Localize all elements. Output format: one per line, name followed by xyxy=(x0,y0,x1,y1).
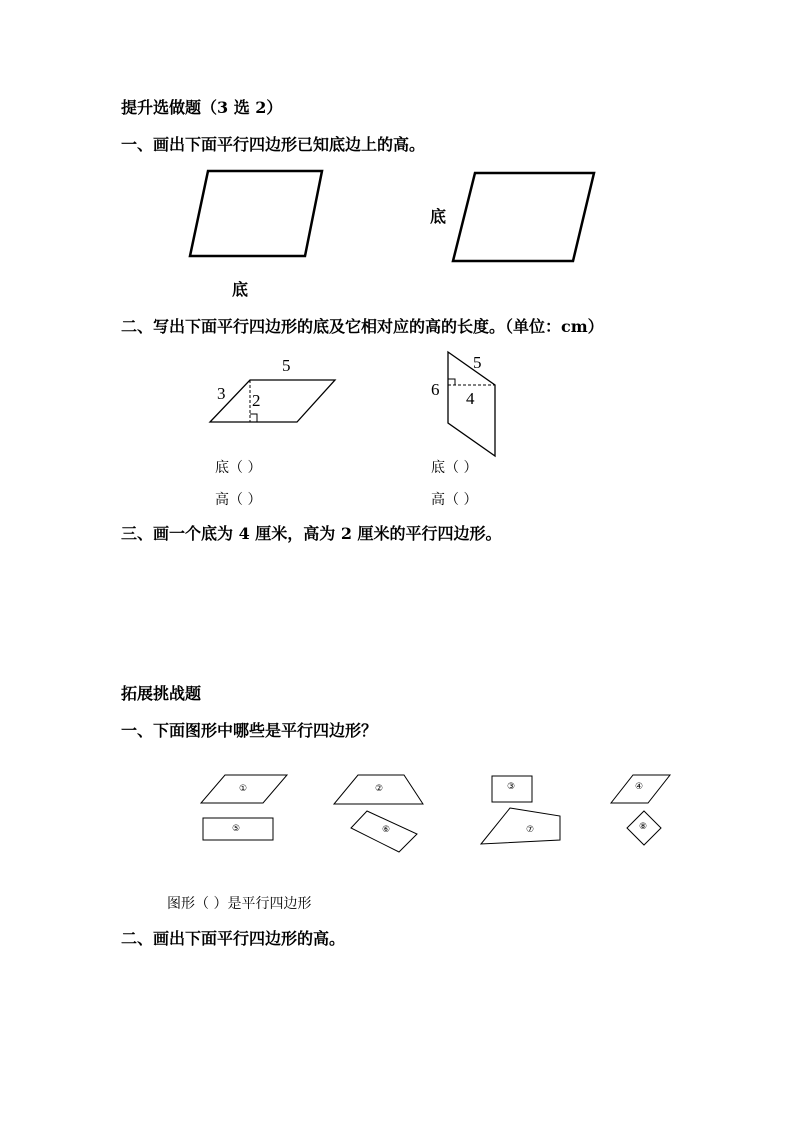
answer-line[interactable]: 图形（ ）是平行四边形 xyxy=(167,896,312,912)
base-label-left: 底 xyxy=(232,280,249,299)
shape-mark-7: ⑦ xyxy=(526,825,535,835)
fig-b-height-length: 4 xyxy=(466,389,475,408)
fig-b-top-length: 5 xyxy=(473,353,482,372)
shape-mark-6: ⑥ xyxy=(382,825,391,835)
shape-mark-8: ⑧ xyxy=(639,822,648,832)
answer-b-base[interactable]: 底（ ） xyxy=(431,460,478,476)
fig-b-side-length: 6 xyxy=(431,380,440,399)
q2-text: 二、写出下面平行四边形的底及它相对应的高的长度。（单位：cm） xyxy=(121,317,604,336)
section2-title: 拓展挑战题 xyxy=(121,684,202,703)
fig-a-height-length: 2 xyxy=(252,391,261,410)
shape-mark-4: ④ xyxy=(635,782,644,792)
answer-b-height[interactable]: 高（ ） xyxy=(431,492,478,508)
s2-q1-text: 一、下面图形中哪些是平行四边形？ xyxy=(121,721,378,740)
section1-title: 提升选做题（3 选 2） xyxy=(121,98,283,117)
shape-mark-2: ② xyxy=(375,784,384,794)
q3-text: 三、画一个底为 4 厘米，高为 2 厘米的平行四边形。 xyxy=(121,524,502,543)
answer-a-base[interactable]: 底（ ） xyxy=(215,460,262,476)
shape-mark-3: ③ xyxy=(507,782,516,792)
fig-a-side-length: 3 xyxy=(217,384,226,403)
answer-a-height[interactable]: 高（ ） xyxy=(215,492,262,508)
shape-mark-1: ① xyxy=(239,784,248,794)
s2-q2-text: 二、画出下面平行四边形的高。 xyxy=(121,929,346,948)
q1-text: 一、画出下面平行四边形已知底边上的高。 xyxy=(121,135,426,154)
base-label-right: 底 xyxy=(430,207,447,226)
fig-a-top-length: 5 xyxy=(282,356,291,375)
shape-mark-5: ⑤ xyxy=(232,824,241,834)
